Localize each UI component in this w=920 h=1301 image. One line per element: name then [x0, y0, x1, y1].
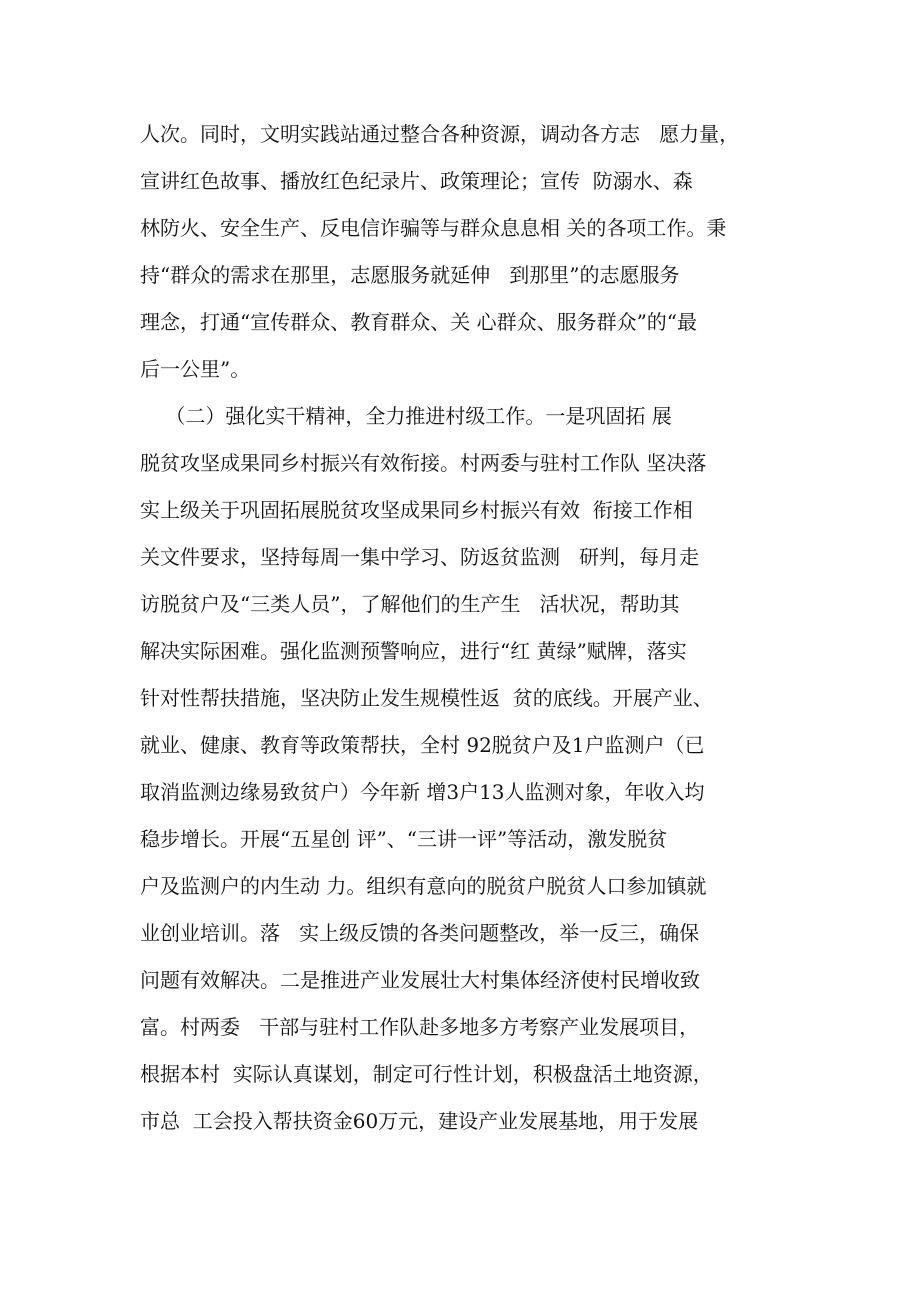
- paragraph-village-work: [140, 393, 820, 1145]
- text-line: 就业、健康、教育等政策帮扶，全村 92脱贫户及1户监测户（已: [140, 733, 705, 757]
- text-line: 取消监测边缘易致贫户）今年新 增3户13人监测对象，年收入均: [140, 780, 705, 804]
- text-line: 宣讲红色故事、播放红色纪录片、政策理论；宣传 防溺水、森: [140, 169, 693, 193]
- text-line: 关文件要求，坚持每周一集中学习、防返贫监测 研判，每月走: [140, 545, 700, 569]
- text-line: 林防火、安全生产、反电信诈骗等与群众息息相 关的各项工作。秉: [140, 216, 727, 240]
- text-line: 解决实际困难。强化监测预警响应，进行“红 黄绿”赋牌，落实: [140, 639, 687, 663]
- text-line: 稳步增长。开展“五星创 评”、“三讲一评”等活动，激发脱贫: [140, 827, 668, 851]
- text-line: 市总 工会投入帮扶资金60万元，建设产业发展基地，用于发展: [140, 1109, 699, 1133]
- text-line: 富。村两委 干部与驻村工作队赴多地多方考察产业发展项目，: [140, 1015, 700, 1039]
- text-line: 根据本村 实际认真谋划，制定可行性计划，积极盘活土地资源，: [140, 1062, 713, 1086]
- text-line: 访脱贫户及“三类人员”，了解他们的生产生 活状况，帮助其: [140, 592, 680, 616]
- text-line: 持“群众的需求在那里，志愿服务就延伸 到那里”的志愿服务: [140, 263, 680, 287]
- text-line: 理念，打通“宣传群众、教育群众、关 心群众、服务群众”的“最: [140, 310, 698, 334]
- text-line: 针对性帮扶措施，坚决防止发生规模性返 贫的底线。开展产业、: [140, 686, 713, 710]
- text-line: 业创业培训。落 实上级反馈的各类问题整改，举一反三，确保: [140, 921, 700, 945]
- text-line: 脱贫攻坚成果同乡村振兴有效衔接。村两委与驻村工作队 坚决落: [140, 451, 707, 475]
- text-line: 实上级关于巩固拓展脱贫攻坚成果同乡村振兴有效 衔接工作相: [140, 498, 693, 522]
- text-line: （二）强化实干精神，全力推进村级工作。一是巩固拓 展: [140, 404, 672, 428]
- text-line: 后一公里”。: [140, 357, 251, 381]
- text-line: 人次。同时，文明实践站通过整合各种资源，调动各方志 愿力量，: [140, 122, 740, 146]
- text-line: 户及监测户的内生动 力。组织有意向的脱贫户脱贫人口参加镇就: [140, 874, 707, 898]
- paragraph-volunteer-service: [140, 111, 820, 393]
- text-line: 问题有效解决。二是推进产业发展壮大村集体经济使村民增收致: [140, 968, 700, 992]
